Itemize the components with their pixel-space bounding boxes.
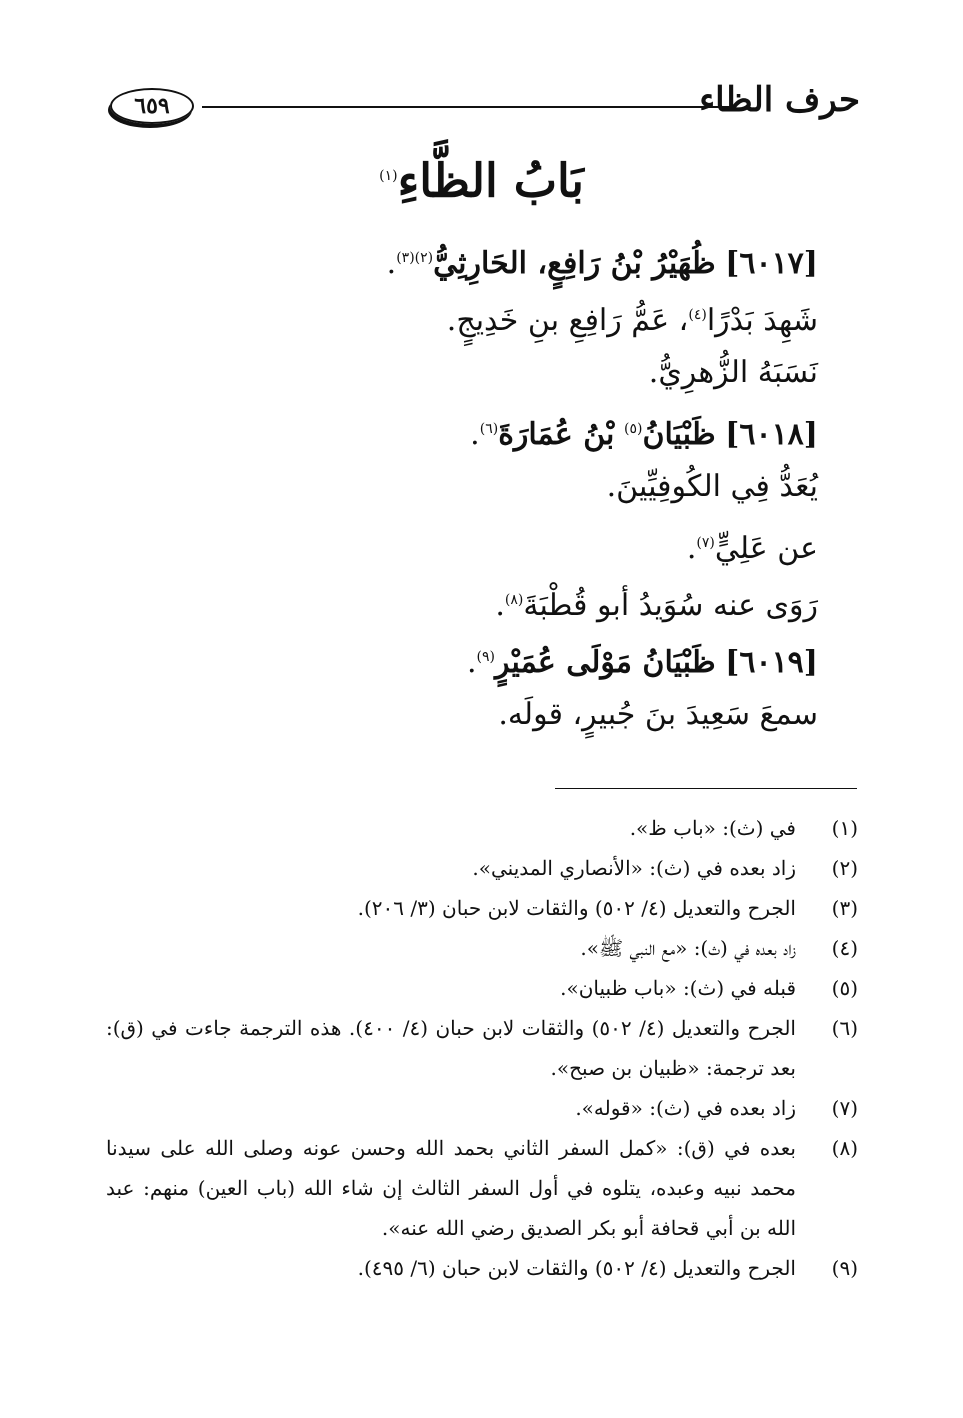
entry-name: ظُهَيْرُ بْنُ رَافِعٍ، الحَارِثِيُّ <box>433 246 716 281</box>
text-before: سمعَ سَعِيدَ بنَ جُبيرٍ، قولَه. <box>498 697 818 732</box>
header-rule <box>202 106 735 108</box>
entry-name-part2: بْنُ عُمَارَةَ <box>498 417 615 452</box>
section-title-text: بَابُ الظَّاءِ <box>397 153 584 208</box>
footnote-ref: (٩) <box>476 649 495 665</box>
text-before: نَسَبَهُ الزُّهرِيُّ. <box>648 355 818 390</box>
footnote-1 <box>106 808 858 848</box>
footnote-ref: (٨) <box>504 592 524 608</box>
footnote-ref: (١) <box>379 168 398 184</box>
footnote-separator <box>555 788 857 789</box>
text-after: . <box>495 588 505 623</box>
entry-end: . <box>466 645 477 680</box>
footnote-text: بعده في (ق): «كمل السفر الثاني بحمد الله وحسن عونه وصلى الله على سيدنا محمد نبيه وعبده، يتلوه في أول السفر الثالث إن شاء الله (باب العين) منهم: عبد الله بن أبي قحافة أبو بكر الصديق رضي الله عنه». <box>106 1136 796 1240</box>
footnote-4 <box>106 928 858 968</box>
footnote-number: (٣) <box>831 896 858 920</box>
footnote-number: (١) <box>831 816 858 840</box>
entry-name: ظَبْيَانُ <box>642 417 716 452</box>
text-line <box>118 287 818 344</box>
footnote-number: (٢) <box>831 856 858 880</box>
footnotes <box>106 808 858 1288</box>
text-after: . <box>686 531 697 566</box>
footnote-ref: (٥) <box>623 421 643 437</box>
text-line <box>118 572 818 629</box>
text-before: رَوَى عنه سُوَيدُ أبو قُطْبَةَ <box>523 588 818 623</box>
footnote-text: زاد بعده في (ث): «قوله». <box>575 1096 796 1120</box>
footnote-8 <box>106 1128 858 1248</box>
footnote-number: (٥) <box>831 976 858 1000</box>
entry-number: [٦٠١٩] <box>725 645 818 680</box>
main-text <box>118 230 818 743</box>
text-line <box>118 458 818 515</box>
text-line <box>118 344 818 401</box>
running-header <box>110 78 860 138</box>
chapter-title: حرف الظاء <box>699 80 860 120</box>
entry-name: ظَبْيَانُ مَوْلَى عُمَيْرٍ <box>494 645 716 680</box>
entry-6017 <box>118 230 818 287</box>
footnote-text: زاد بعده في (ث): «مع النبي ﷺ». <box>580 936 796 960</box>
footnote-2 <box>106 848 858 888</box>
text-line <box>118 686 818 743</box>
footnote-text: الجرح والتعديل (٤/ ٥٠٢) والثقات لابن حبان (٦/ ٤٩٥). <box>357 1256 796 1280</box>
entry-6018 <box>118 401 818 458</box>
footnote-text: قبله في (ث): «باب ظبيان». <box>560 976 796 1000</box>
entry-end: . <box>386 246 397 281</box>
footnote-text: زاد بعده في (ث): «الأنصاري المديني». <box>472 856 796 880</box>
footnote-5 <box>106 968 858 1008</box>
footnote-text: الجرح والتعديل (٤/ ٥٠٢) والثقات لابن حبان (٣/ ٢٠٦). <box>357 896 796 920</box>
text-after: ، عَمُّ رَافِعِ بنِ خَدِيجٍ. <box>446 303 689 338</box>
footnote-3 <box>106 888 858 928</box>
text-line <box>118 515 818 572</box>
footnote-7 <box>106 1088 858 1128</box>
text-before: شَهِدَ بَدْرًا <box>706 303 818 338</box>
footnote-number: (٦) <box>831 1016 858 1040</box>
text-before: يُعَدُّ فِي الكُوفِيِّينَ. <box>606 469 818 504</box>
entry-number: [٦٠١٧] <box>725 246 818 281</box>
footnote-text: في (ث): «باب ظ». <box>629 816 796 840</box>
footnote-number: (٧) <box>831 1096 858 1120</box>
footnote-ref: (٤) <box>688 307 707 323</box>
footnote-6 <box>106 1008 858 1088</box>
footnote-9 <box>106 1248 858 1288</box>
footnote-number: (٩) <box>831 1256 858 1280</box>
section-title <box>0 146 963 210</box>
entry-6019 <box>118 629 818 686</box>
footnote-ref: (٢)(٣) <box>396 250 434 266</box>
entry-number: [٦٠١٨] <box>725 417 818 452</box>
page-number-badge: ٦٥٩ <box>110 88 194 124</box>
text-before: عن عَلِيٍّ <box>714 531 818 566</box>
footnote-text: الجرح والتعديل (٤/ ٥٠٢) والثقات لابن حبان (٤/ ٤٠٠). هذه الترجمة جاءت في (ق): بعد ترجمة: «ظبيان بن صبح». <box>106 1016 796 1080</box>
entry-end: . <box>470 417 480 452</box>
footnote-ref: (٦) <box>479 421 499 437</box>
footnote-ref: (٧) <box>696 535 715 551</box>
footnote-number: (٤) <box>831 936 858 960</box>
footnote-number: (٨) <box>831 1136 858 1160</box>
